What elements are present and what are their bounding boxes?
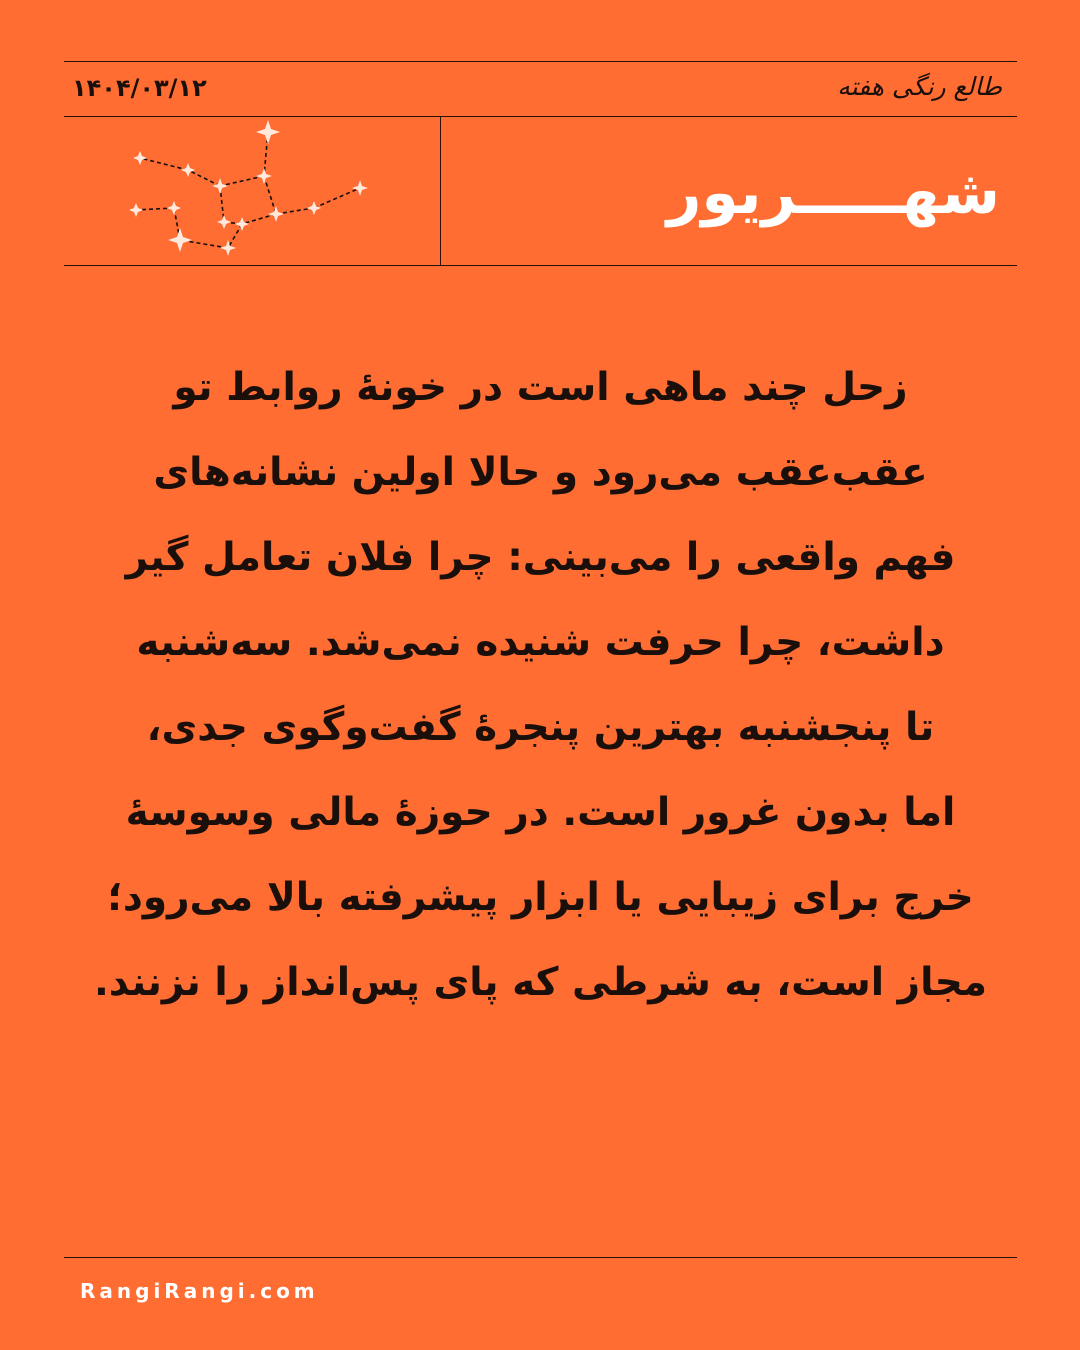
horoscope-line: مجاز است، به شرطی که پای پس‌انداز را نزنند. xyxy=(93,960,988,1005)
month-title: شهـــــریور xyxy=(666,158,1000,228)
horoscope-line: تا پنجشنبه بهترین پنجرهٔ گفت‌وگوی جدی، xyxy=(146,705,935,750)
sign-panel-divider xyxy=(440,117,441,265)
header-divider xyxy=(64,116,1017,117)
horoscope-line: خرج برای زیبایی یا ابزار پیشرفته بالا می‌رود؛ xyxy=(107,875,974,920)
footer-divider xyxy=(64,1257,1017,1258)
horoscope-text xyxy=(64,345,1017,1025)
top-divider xyxy=(64,61,1017,62)
horoscope-line: داشت، چرا حرفت شنیده نمی‌شد. سه‌شنبه xyxy=(136,620,945,665)
virgo-constellation-icon xyxy=(110,118,390,264)
brand-title: طالع رنگی هفته xyxy=(837,72,1002,101)
sign-panel-bottom-divider xyxy=(64,265,1017,266)
date-label: ۱۴۰۴/۰۳/۱۲ xyxy=(72,74,207,102)
horoscope-line: عقب‌عقب می‌رود و حالا اولین نشانه‌های xyxy=(153,450,928,495)
footer-url: RangiRangi.com xyxy=(80,1279,319,1303)
horoscope-line: زحل چند ماهی است در خونهٔ روابط تو xyxy=(173,365,908,410)
horoscope-line: اما بدون غرور است. در حوزهٔ مالی وسوسهٔ xyxy=(125,790,956,835)
horoscope-line: فهم واقعی را می‌بینی: چرا فلان تعامل گیر xyxy=(125,535,956,580)
